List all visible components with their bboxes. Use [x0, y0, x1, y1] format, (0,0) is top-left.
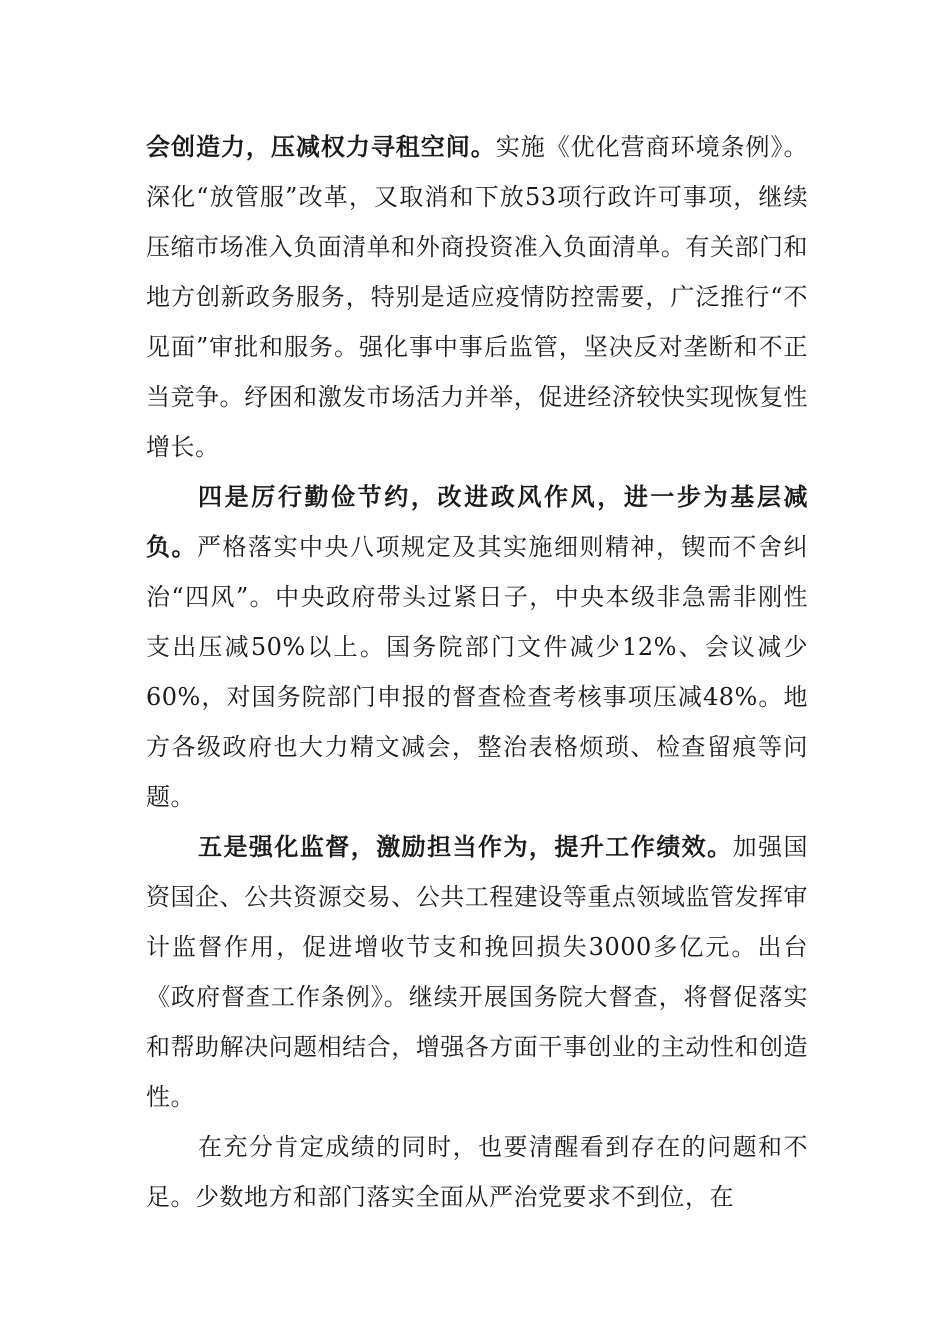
paragraph-continuation	[146, 122, 808, 472]
paragraph-text: 加强国资国企、公共资源交易、公共工程建设等重点领域监管发挥审计监督作用，促进增收节支和挽回损失3000多亿元。出台《政府督查工作条例》。继续开展国务院大督查，将督促落实和帮助解决问题相结合，增强各方面干事创业的主动性和创造性。	[146, 833, 809, 1111]
paragraph-text: 实施《优化营商环境条例》。深化“放管服”改革，又取消和下放53项行政许可事项，继续压缩市场准入负面清单和外商投资准入负面清单。有关部门和地方创新政务服务，特别是适应疫情防控需要，广泛推行“不见面”审批和服务。强化事中事后监管，坚决反对垄断和不正当竞争。纾困和激发市场活力并举，促进经济较快实现恢复性增长。	[146, 133, 809, 461]
paragraph-text: 严格落实中央八项规定及其实施细则精神，锲而不舍纠治“四风”。中央政府带头过紧日子，中央本级非急需非刚性支出压减50%以上。国务院部门文件减少12%、会议减少60%，对国务院部门申报的督查检查考核事项压减48%。地方各级政府也大力精文减会，整治表格烦琐、检查留痕等问题。	[146, 533, 808, 811]
paragraph-problems	[146, 1122, 808, 1222]
paragraph-lead: 四是厉行勤俭节约，改进政风作风，进一步为基层减负。	[146, 482, 808, 561]
paragraph-lead: 会创造力，压减权力寻租空间。	[146, 132, 496, 161]
paragraph-four	[146, 472, 808, 822]
paragraph-text: 在充分肯定成绩的同时，也要清醒看到存在的问题和不足。少数地方和部门落实全面从严治党要求不到位，在	[146, 1133, 808, 1211]
paragraph-lead: 五是强化监督，激励担当作为，提升工作绩效。	[198, 832, 733, 861]
document-body	[146, 122, 808, 1222]
paragraph-five	[146, 822, 808, 1122]
